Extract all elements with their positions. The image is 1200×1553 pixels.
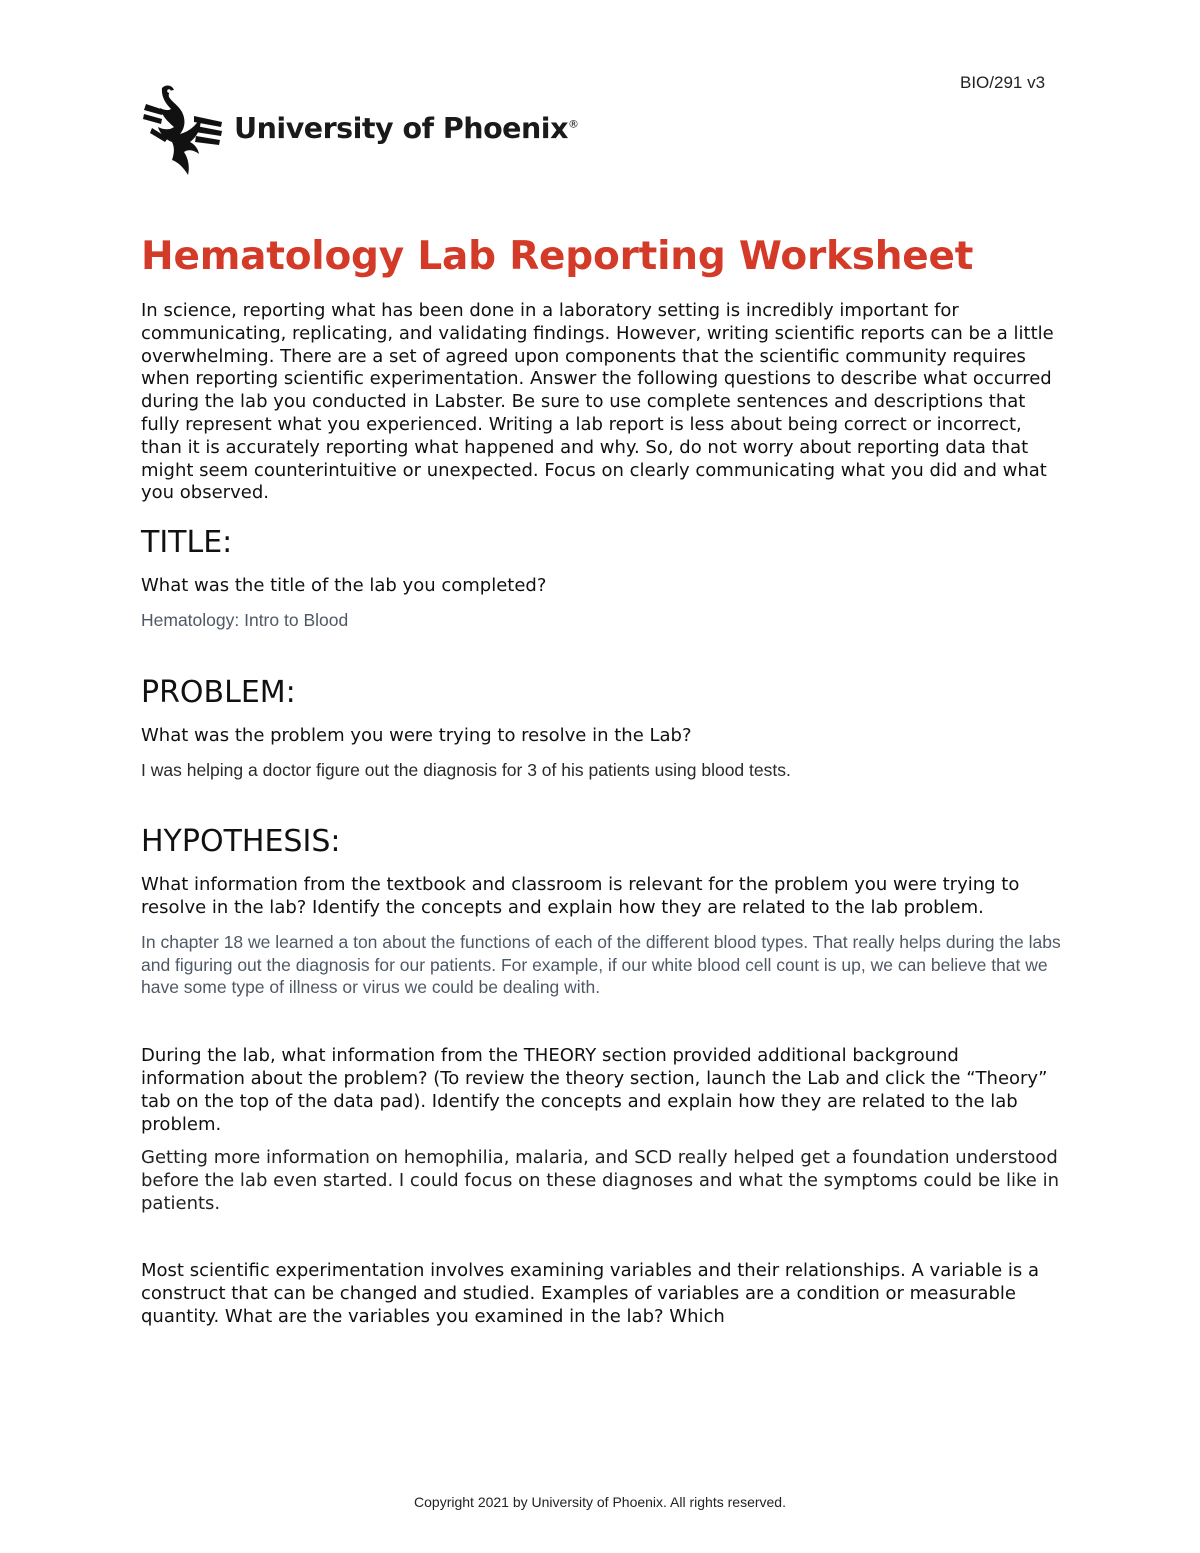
intro-paragraph: In science, reporting what has been done in a laboratory setting is incredibly important for communicating, replicating, and validating findings. However, writing scientific reports can be a little overwhelming. There are a set of agreed upon components that the scientific community requires when reporting scientific experimentation. Answer the following questions to describe what occurred during the lab you conducted in Labster. Be sure to use complete sentences and descriptions that fully represent what you experienced. Writing a lab report is less about being correct or incorrect, than it is accurately reporting what happened and why. So, do not worry about reporting data that might seem counterintuitive or unexpected. Focus on clearly communicating what you did and what you observed. xyxy=(141,300,1054,504)
question-problem: What was the problem you were trying to resolve in the Lab? xyxy=(141,724,692,746)
course-code: BIO/291 v3 xyxy=(960,73,1046,92)
section-heading-problem: PROBLEM: xyxy=(141,674,296,710)
registered-mark: ® xyxy=(567,117,579,131)
question-textbook-concepts: What information from the textbook and classroom is relevant for the problem you were trying to resolve in the lab? Identify the concepts and explain how they are related to the lab problem. xyxy=(141,874,1020,919)
logo-wordmark: University of Phoenix xyxy=(234,112,568,145)
worksheet-title: Hematology Lab Reporting Worksheet xyxy=(141,234,974,279)
phoenix-bird-icon xyxy=(142,82,224,180)
university-logo xyxy=(142,82,582,182)
answer-lab-title: Hematology: Intro to Blood xyxy=(141,610,349,631)
section-heading-title: TITLE: xyxy=(141,525,233,561)
section-heading-hypothesis: HYPOTHESIS: xyxy=(141,824,341,860)
answer-theory-section: Getting more information on hemophilia, malaria, and SCD really helped get a foundation understood before the lab even started. I could focus on these diagnoses and what the symptoms could be like in patients. xyxy=(141,1146,1060,1215)
question-lab-title: What was the title of the lab you completed? xyxy=(141,575,547,597)
answer-problem: I was helping a doctor figure out the diagnosis for 3 of his patients using blood tests. xyxy=(141,759,791,780)
copyright-footer: Copyright 2021 by University of Phoenix. All rights reserved. xyxy=(414,1494,786,1510)
question-variables: Most scientific experimentation involves examining variables and their relationships. A variable is a construct that can be changed and studied. Examples of variables are a condition or measurable quantity. What are the variables you examined in the lab? Which xyxy=(141,1260,1040,1328)
question-theory-section: During the lab, what information from the THEORY section provided additional background information about the problem? (To review the theory section, launch the Lab and click the “Theory” tab on the top of the data pad). Identify the concepts and explain how they are related to the lab problem. xyxy=(141,1044,1048,1135)
answer-textbook-concepts: In chapter 18 we learned a ton about the functions of each of the different blood types. That really helps during the labs and figuring out the diagnosis for our patients. For example, if our white blood cell count is up, we can believe that we have some type of illness or virus we could be dealing with. xyxy=(141,932,1061,998)
worksheet-body xyxy=(141,300,1061,1328)
university-logo-text xyxy=(234,112,578,145)
